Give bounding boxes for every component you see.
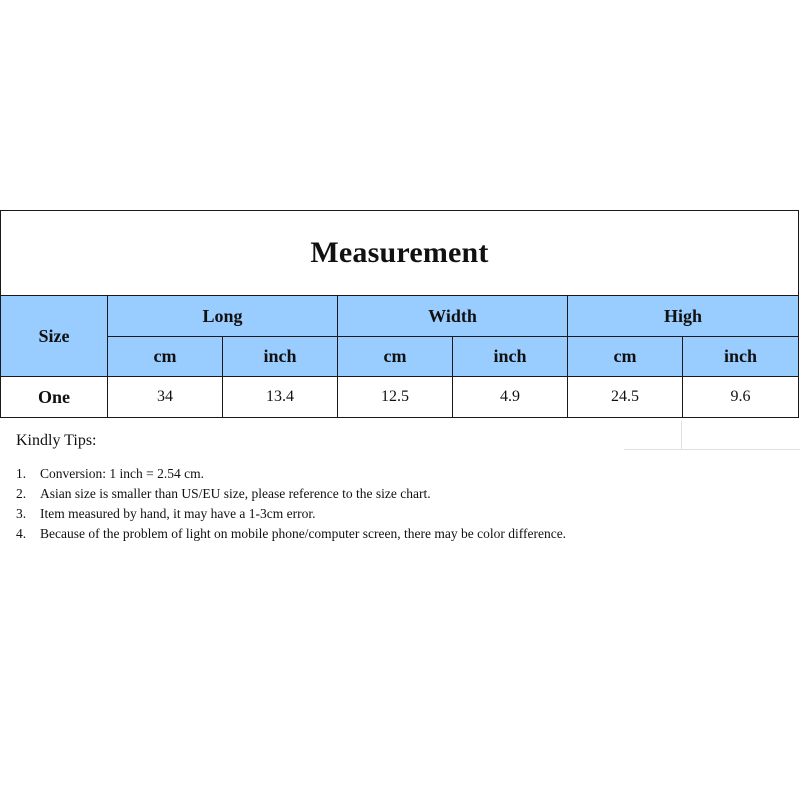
row-label: One	[1, 377, 108, 418]
tip-text: Asian size is smaller than US/EU size, please reference to the size chart.	[40, 486, 431, 501]
size-header: Size	[1, 296, 108, 377]
group-header-long: Long	[108, 296, 338, 337]
unit-header: inch	[683, 337, 799, 377]
table-title: Measurement	[1, 211, 799, 296]
list-item	[16, 484, 576, 504]
unit-header: inch	[453, 337, 568, 377]
list-item	[16, 464, 576, 484]
kindly-tips	[16, 432, 576, 544]
table-row	[1, 377, 799, 418]
tip-text: Conversion: 1 inch = 2.54 cm.	[40, 466, 204, 481]
unit-header: cm	[338, 337, 453, 377]
tip-number: 4.	[16, 526, 27, 541]
list-item	[16, 504, 576, 524]
unit-header: cm	[108, 337, 223, 377]
table-cell: 24.5	[568, 377, 683, 418]
size-chart	[0, 210, 798, 418]
tip-text: Because of the problem of light on mobile phone/computer screen, there may be color difference.	[40, 526, 567, 541]
tip-number: 3.	[16, 506, 27, 521]
list-item	[16, 524, 576, 544]
measurement-table	[0, 210, 799, 418]
faint-divider	[681, 421, 682, 449]
group-header-width: Width	[338, 296, 568, 337]
table-cell: 34	[108, 377, 223, 418]
table-cell: 9.6	[683, 377, 799, 418]
tip-number: 1.	[16, 466, 27, 481]
table-cell: 4.9	[453, 377, 568, 418]
faint-divider	[624, 449, 800, 450]
tips-list	[16, 464, 576, 544]
unit-header: inch	[223, 337, 338, 377]
table-cell: 12.5	[338, 377, 453, 418]
table-cell: 13.4	[223, 377, 338, 418]
tip-text: Item measured by hand, it may have a 1-3cm error.	[40, 506, 316, 521]
tip-number: 2.	[16, 486, 27, 501]
unit-header: cm	[568, 337, 683, 377]
tips-title: Kindly Tips:	[16, 432, 97, 449]
group-header-high: High	[568, 296, 799, 337]
